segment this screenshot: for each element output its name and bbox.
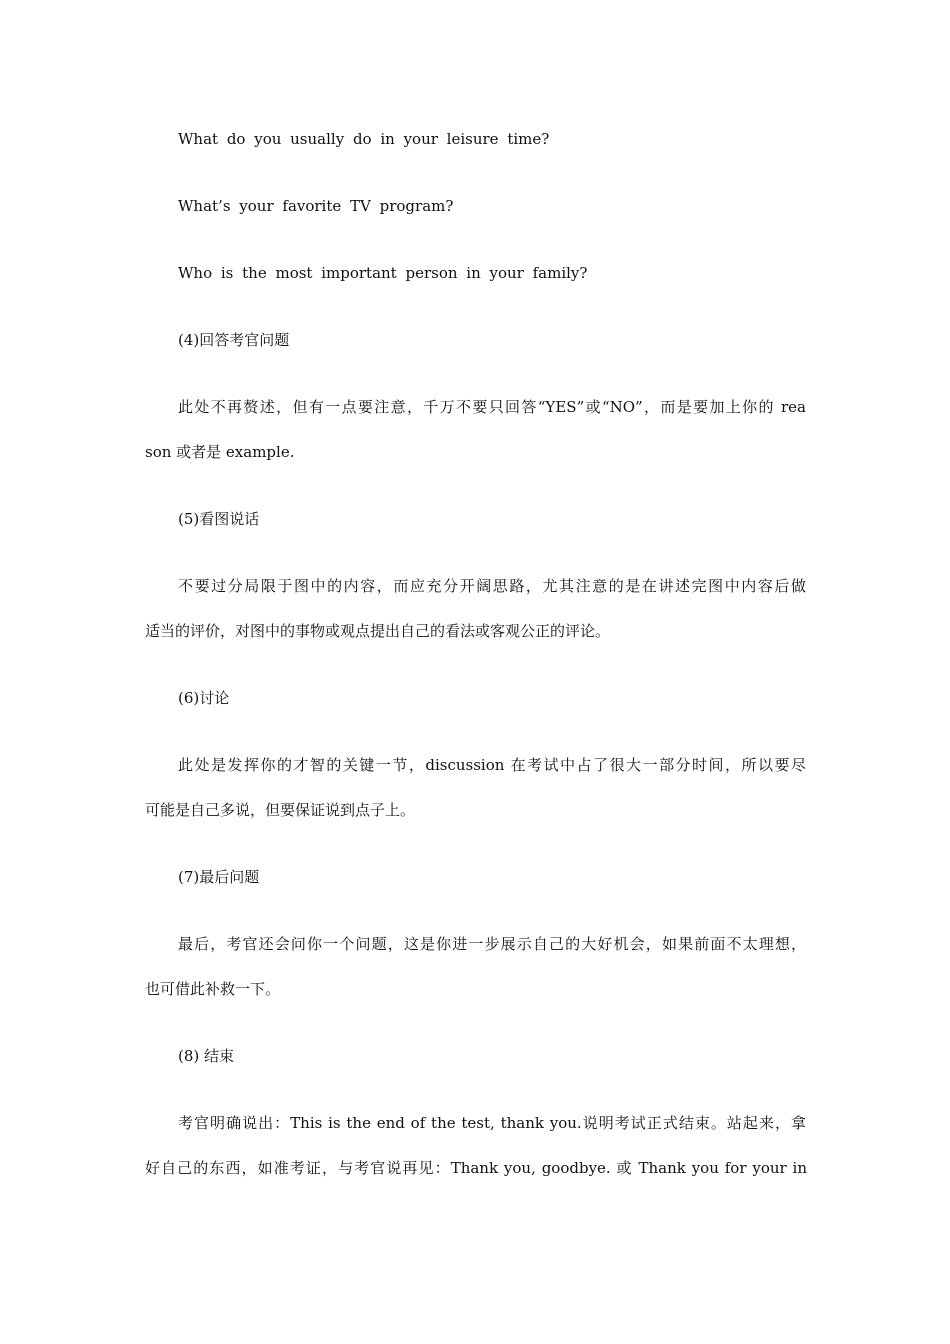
section-6-line-2: 可能是自己多说，但要保证说到点子上。 — [145, 801, 416, 819]
section-heading-6: (6)讨论 — [178, 689, 230, 707]
section-7-line-2: 也可借此补救一下。 — [145, 980, 281, 998]
section-heading-7: (7)最后问题 — [178, 868, 260, 886]
question-favorite-tv: What’s your favorite TV program? — [178, 197, 454, 215]
section-8-line-1: 考官明确说出：This is the end of the test, thank you.说明考试正式结束。站起来，拿 — [178, 1114, 806, 1132]
question-leisure-time: What do you usually do in your leisure time? — [178, 130, 550, 148]
section-6-line-1: 此处是发挥你的才智的关键一节，discussion 在考试中占了很大一部分时间，所以要尽 — [178, 756, 806, 774]
section-4-line-2: son 或者是 example. — [145, 443, 295, 461]
section-7-line-1: 最后，考官还会问你一个问题，这是你进一步展示自己的大好机会，如果前面不太理想， — [178, 935, 806, 953]
section-4-line-1: 此处不再赘述，但有一点要注意，千万不要只回答“YES”或“NO”，而是要加上你的 rea — [178, 398, 806, 416]
question-important-person: Who is the most important person in your family? — [178, 264, 588, 282]
section-heading-4: (4)回答考官问题 — [178, 331, 290, 349]
section-5-line-2: 适当的评价，对图中的事物或观点提出自己的看法或客观公正的评论。 — [145, 622, 611, 640]
section-heading-8: (8) 结束 — [178, 1047, 235, 1065]
section-8-line-2: 好自己的东西，如准考证，与考官说再见：Thank you, goodbye. 或 Thank you for your in — [145, 1159, 807, 1177]
section-heading-5: (5)看图说话 — [178, 510, 260, 528]
section-5-line-1: 不要过分局限于图中的内容，而应充分开阔思路，尤其注意的是在讲述完图中内容后做 — [178, 577, 806, 595]
